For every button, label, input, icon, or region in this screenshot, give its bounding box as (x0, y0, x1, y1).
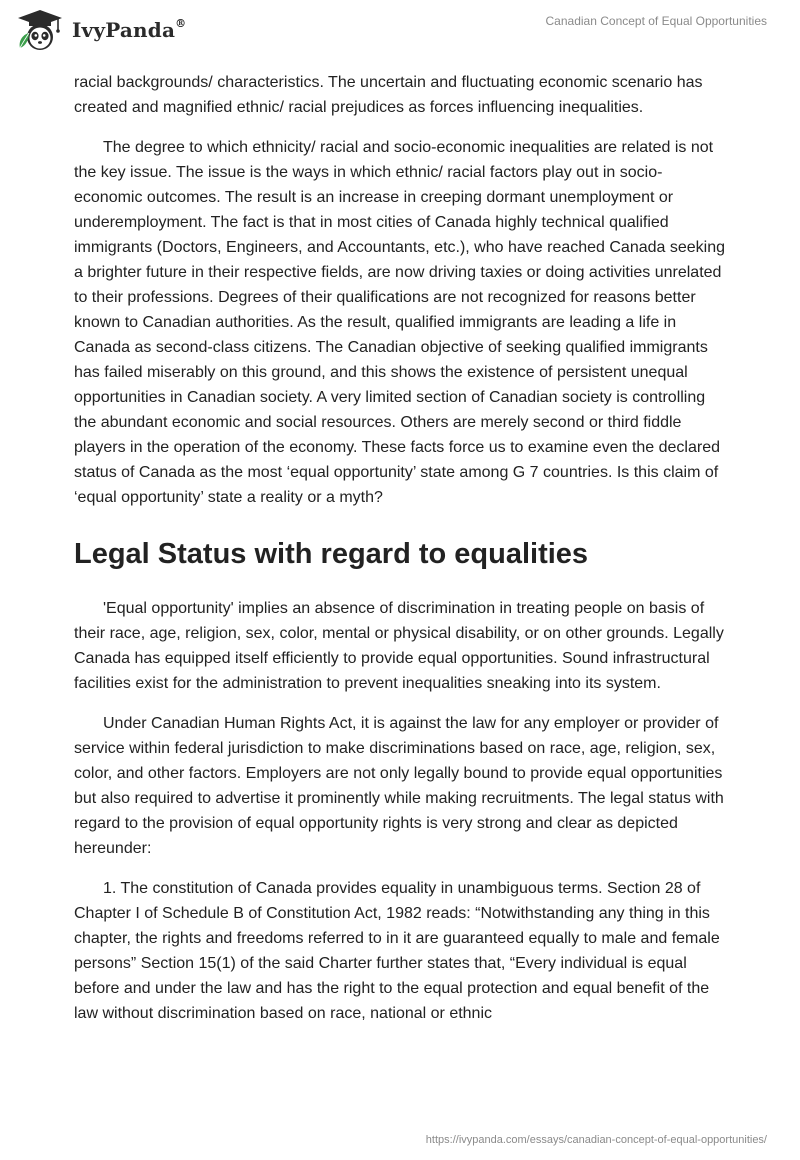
brand-logo[interactable] (14, 8, 186, 52)
paragraph: 'Equal opportunity' implies an absence of discrimination in treating people on basis of their race, age, religion, sex, color, mental or physical disability, or on other grounds. Legally Canada has equipped itself efficiently to provide equal opportunities. Sound infrastructural facilities exist for the administration to prevent inequalities sneaking into its system. (74, 600, 724, 692)
page-header (0, 0, 800, 60)
panda-graduate-icon (14, 8, 66, 52)
source-url[interactable]: https://ivypanda.com/essays/canadian-concept-of-equal-opportunities/ (425, 1134, 767, 1146)
document-title: Canadian Concept of Equal Opportunities (545, 14, 767, 28)
section-heading: Legal Status with regard to equalities (74, 538, 589, 570)
paragraph: The degree to which ethnicity/ racial and socio-economic inequalities are related is not the key issue. The issue is the ways in which ethnic/ racial factors play out in socio-economic outcomes. The result is an increase in creeping dormant unemployment or underemployment. The fact is that in most cities of Canada highly technical qualified immigrants (Doctors, Engineers, and Accountants, etc.), who have reached Canada seeking a brighter future in their respective fields, are now driving taxies or doing activities unrelated to their professions. Degrees of their qualifications are not recognized for reasons better known to Canadian authorities. As the result, qualified immigrants are leading a life in Canada as second-class citizens. The Canadian objective of seeking qualified immigrants has failed miserably on this ground, and this shows the existence of persistent unequal opportunities in Canadian society. A very limited section of Canadian society is controlling the abundant economic and social resources. Others are merely second or third fiddle players in the operation of the economy. These facts force us to examine even the declared status of Canada as the most ‘equal opportunity’ state among G 7 countries. Is this claim of ‘equal opportunity’ state a reality or a myth? (74, 139, 726, 506)
paragraph-continuation: racial backgrounds/ characteristics. The uncertain and fluctuating economic scenario has created and magnified ethnic/ racial prejudices as forces influencing inequalities. (74, 74, 703, 116)
paragraph: 1. The constitution of Canada provides equality in unambiguous terms. Section 28 of Chapter I of Schedule B of Constitution Act, 1982 reads: “Notwithstanding any thing in this chapter, the rights and freedoms referred to in it are guaranteed equally to male and female persons” Section 15(1) of the said Charter further states that, “Every individual is equal before and under the law and has the right to the equal protection and equal benefit of the law without discrimination based on race, national or ethnic (74, 880, 720, 1022)
brand-name: IvyPanda® (72, 17, 187, 42)
essay-body (74, 70, 726, 1026)
paragraph: Under Canadian Human Rights Act, it is against the law for any employer or provider of service within federal jurisdiction to make discriminations based on race, age, religion, sex, color, and other factors. Employers are not only legally bound to provide equal opportunities but also required to advertise it prominently while making recruitments. The legal status with regard to the provision of equal opportunity rights is very strong and clear as depicted hereunder: (74, 715, 724, 857)
